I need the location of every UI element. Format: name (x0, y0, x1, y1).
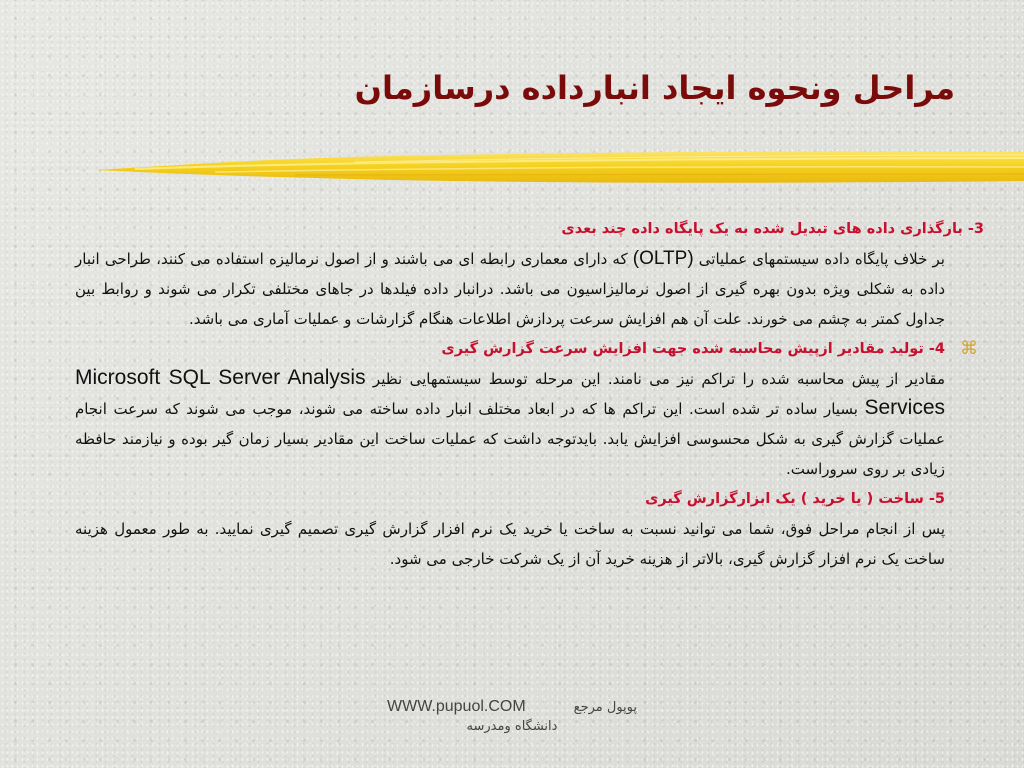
footer-site-name: پوپول مرجع (573, 700, 638, 715)
yellow-brush-divider (95, 143, 1024, 193)
footer-tagline: دانشگاه ومدرسه (466, 719, 558, 734)
paragraph-text: پس از انجام مراحل فوق، شما می توانید نسبت به ساخت یا خرید یک نرم افزار گزارش گیری تصمیم گیری نمایید. به طور معمول هزینه ساخت یک نرم افزار گزارش گیری، بالاتر از هزینه خرید آن از یک شرکت خارجی می شود. (75, 520, 945, 568)
paragraph-latin-term: (OLTP) (632, 248, 694, 269)
command-icon (960, 334, 978, 364)
section-4 (75, 334, 984, 484)
footer-line (0, 698, 1024, 716)
paragraph-text: مقادیر از پیش محاسبه شده را تراکم نیز می نامند. این مرحله توسط سیستمهایی نظیر (365, 370, 945, 388)
section-5 (75, 484, 984, 574)
section-5-paragraph (75, 514, 984, 574)
section-3-heading: 3- بارگذاری داده های تبدیل شده به یک پایگاه داده چند بعدی (561, 221, 984, 237)
section-3 (75, 214, 984, 334)
section-4-heading: 4- تولید مقادیر ازپیش محاسبه شده جهت افزایش سرعت گزارش گیری (441, 341, 945, 357)
slide-body (75, 214, 984, 574)
section-4-paragraph (75, 364, 984, 484)
section-5-heading: 5- ساخت ( یا خرید ) یک ابزارگزارش گیری (645, 491, 945, 507)
paragraph-text: بر خلاف پایگاه داده سیستمهای عملیاتی (693, 250, 945, 268)
footer-url: WWW.pupuol.COM (386, 698, 526, 715)
paragraph-latin-term: Microsoft SQL Server Analysis Services (75, 366, 945, 419)
section-3-paragraph (75, 244, 984, 334)
paragraph-text: بسیار ساده تر شده است. این تراکم ها که در ابعاد مختلف انبار داده ساخته می شوند، موجب می شوند که سرعت انجام عملیات گزارش گیری به شکل محسوسی افزایش یابد. بایدتوجه داشت که عملیات ساخت این مقادیر بسیار زمان گیر بوده و نیازمند حافظه زیادی بر روی سروراست. (75, 400, 945, 478)
paragraph-text: که دارای معماری رابطه ای می باشند و از اصول نرمالیزه استفاده می کنند، طراحی انبار داده به شکلی ویژه بدون بهره گیری از اصول نرمالیزاسیون می باشد. درانبار داده فیلدها در جاهای مختلفی تکرار می شوند و روابط بین جداول کمتر به چشم می خورند. علت آن هم افزایش سرعت پردازش اطلاعات هنگام گزارشات و عملیات آماری می باشد. (75, 250, 945, 328)
slide-title: مراحل ونحوه ایجاد انبارداده درسازمان (354, 69, 955, 107)
footer (0, 698, 1024, 734)
